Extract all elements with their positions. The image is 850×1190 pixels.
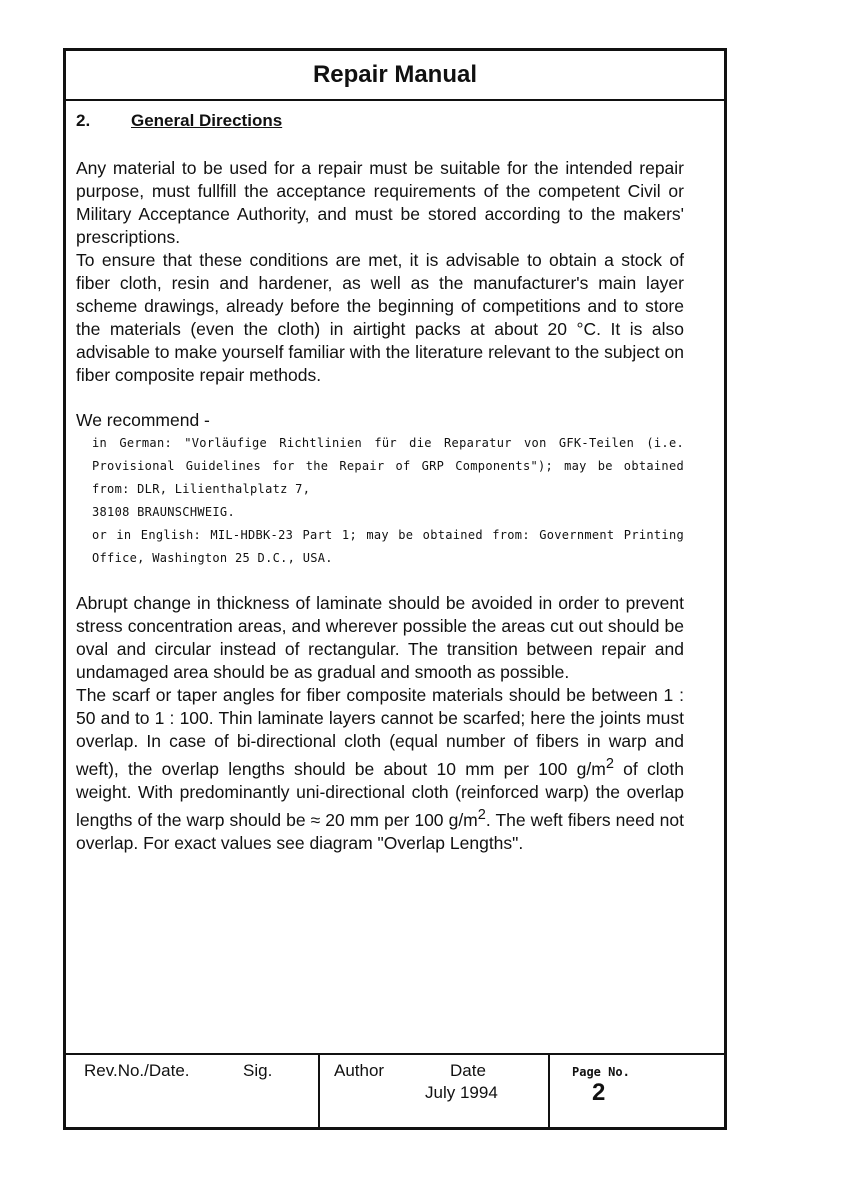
page-label: Page No.: [572, 1065, 630, 1079]
footer-rev-cell: [66, 1055, 320, 1127]
superscript-1: 2: [605, 756, 614, 772]
page-content: [76, 111, 684, 855]
recommend-german-city: 38108 BRAUNSCHWEIG.: [92, 505, 235, 519]
footer-author-cell: [320, 1055, 550, 1127]
scarf-text-a: The scarf or taper angles for fiber composite materials should be between 1 : 50 and to 1 : 100. Thin laminate layers cannot be scarfed; here the joints must overlap. In case of bi-directional cloth (equal number of fibers in warp and weft), the overlap lengths should be about 10 mm per 100 g/m: [76, 685, 684, 779]
footer-table: [66, 1053, 724, 1127]
rev-label: Rev.No./Date.: [84, 1061, 190, 1080]
date-label: Date: [450, 1061, 486, 1080]
recommend-intro: We recommend -: [76, 410, 210, 430]
paragraph-thickness: Abrupt change in thickness of laminate should be avoided in order to prevent stress concentration areas, and wherever possible the areas cut out should be oval and circular instead of rectangular. The transition between repair and undamaged area should be as gradual and smooth as possible.: [76, 593, 684, 682]
section-heading: [76, 111, 684, 131]
author-label: Author: [334, 1061, 385, 1080]
paragraph-scarf: [76, 684, 684, 855]
date-value: July 1994: [425, 1083, 498, 1102]
manual-page-frame: [63, 48, 727, 1130]
recommend-german: in German: "Vorläufige Richtlinien für die Reparatur von GFK-Teilen (i.e. Provisional Guidelines for the Repair of GRP Components"); may be obtained from: DLR, Lilienthalplatz 7,: [92, 436, 684, 496]
footer-page-cell: [550, 1055, 724, 1127]
section-title: General Directions: [131, 111, 283, 130]
paragraph-materials: Any material to be used for a repair must be suitable for the intended repair purpose, must fullfill the acceptance requirements of the competent Civil or Military Acceptance Authority, and must be stored according to the makers' prescriptions.: [76, 158, 684, 247]
paragraph-stock: To ensure that these conditions are met, it is advisable to obtain a stock of fiber cloth, resin and hardener, as well as the manufacturer's main layer scheme drawings, already before the beginning of competitions and to store the materials (even the cloth) in airtight packs at about 20 °C. It is also advisable to make yourself familiar with the literature relevant to the subject on fiber composite repair methods.: [76, 250, 684, 385]
scarf-text-b: of cloth weight. With predominantly uni-directional cloth (reinforced warp) the overlap lengths of the warp should be ≈ 20 mm per 100 g/m: [76, 758, 684, 830]
page-number: 2: [592, 1079, 606, 1106]
superscript-2: 2: [477, 806, 486, 823]
section-number: 2.: [76, 111, 91, 130]
recommend-english: or in English: MIL-HDBK-23 Part 1; may be obtained from: Government Printing Office, Washington 25 D.C., USA.: [92, 528, 684, 565]
sig-label: Sig.: [243, 1061, 273, 1080]
scarf-text-c: . The weft fibers need not overlap. For exact values see diagram "Overlap Lengths".: [76, 809, 684, 853]
page-title: Repair Manual: [66, 51, 724, 101]
